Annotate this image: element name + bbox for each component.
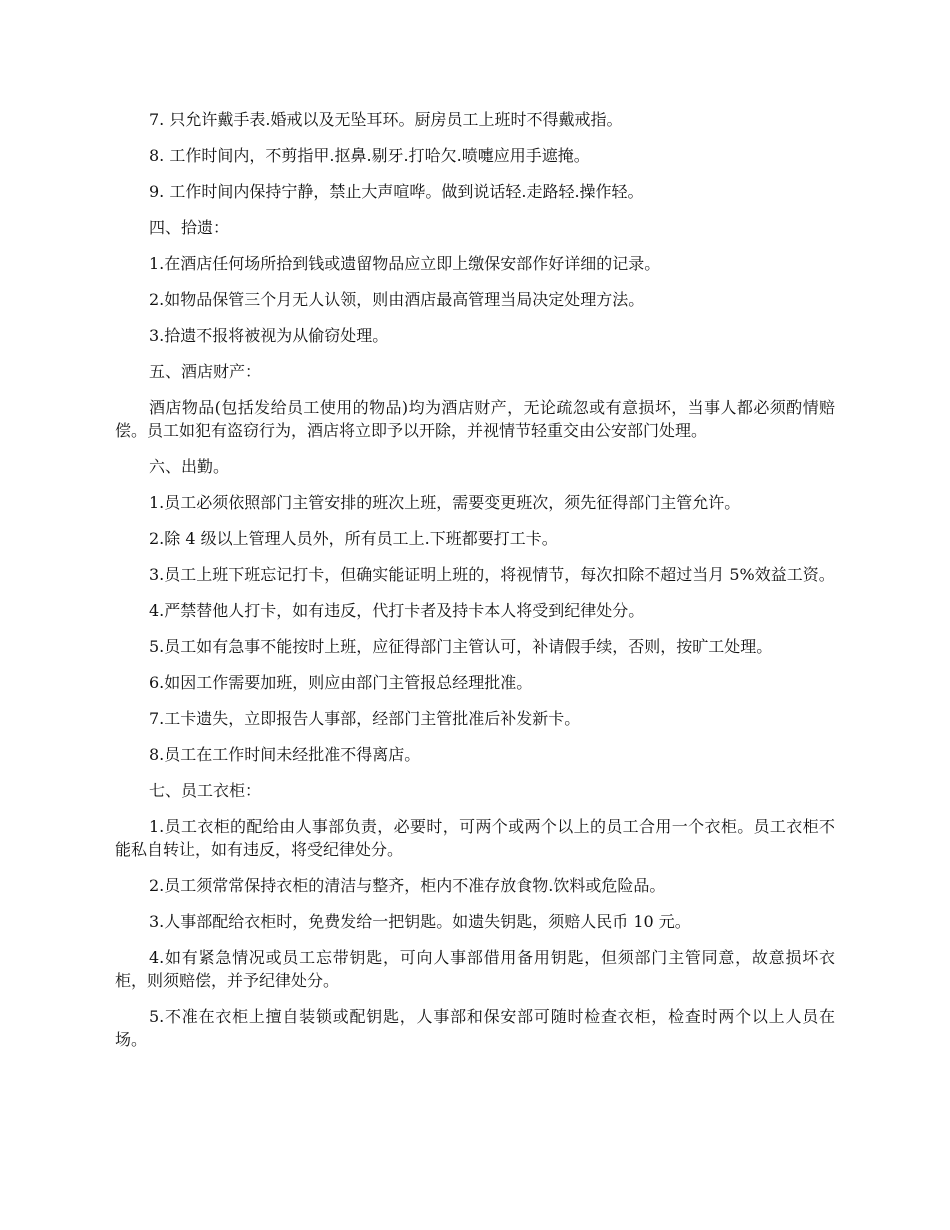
rule-attendance-7: 7.工卡遗失，立即报告人事部，经部门主管批准后补发新卡。 xyxy=(149,709,581,728)
rule-appearance-7: 7. 只允许戴手表.婚戒以及无坠耳环。厨房员工上班时不得戴戒指。 xyxy=(149,110,623,129)
rule-attendance-3: 3.员工上班下班忘记打卡，但确实能证明上班的，将视情节，每次扣除不超过当月 5%效益工资。 xyxy=(149,565,835,584)
rule-lockers-4: 4.如有紧急情况或员工忘带钥匙，可向人事部借用备用钥匙，但须部门主管同意，故意损坏衣柜，则须赔偿，并予纪律处分。 xyxy=(115,948,835,990)
document-page xyxy=(115,108,835,1064)
rule-lockers-1: 1.员工衣柜的配给由人事部负责，必要时，可两个或两个以上的员工合用一个衣柜。员工衣柜不能私自转让，如有违反，将受纪律处分。 xyxy=(115,817,835,859)
section-heading-attendance: 六、出勤。 xyxy=(149,457,230,476)
rule-appearance-9: 9. 工作时间内保持宁静，禁止大声喧哗。做到说话轻.走路轻.操作轻。 xyxy=(149,182,644,201)
rule-hotel-property: 酒店物品(包括发给员工使用的物品)均为酒店财产，无论疏忽或有意损坏，当事人都必须酌情赔偿。员工如犯有盗窃行为，酒店将立即予以开除，并视情节轻重交由公安部门处理。 xyxy=(115,398,835,440)
section-heading-lost-found: 四、拾遗： xyxy=(149,218,230,237)
section-heading-hotel-property: 五、酒店财产： xyxy=(149,362,262,381)
rule-lost-found-3: 3.拾遗不报将被视为从偷窃处理。 xyxy=(149,326,389,345)
rule-attendance-6: 6.如因工作需要加班，则应由部门主管报总经理批准。 xyxy=(149,673,533,692)
rule-attendance-1: 1.员工必须依照部门主管安排的班次上班，需要变更班次，须先征得部门主管允许。 xyxy=(149,493,741,512)
rule-lockers-3: 3.人事部配给衣柜时，免费发给一把钥匙。如遗失钥匙，须赔人民币 10 元。 xyxy=(149,912,691,931)
rule-lockers-2: 2.员工须常常保持衣柜的清洁与整齐，柜内不准存放食物.饮料或危险品。 xyxy=(149,876,666,895)
rule-lost-found-1: 1.在酒店任何场所拾到钱或遗留物品应立即上缴保安部作好详细的记录。 xyxy=(149,254,661,273)
section-heading-lockers: 七、员工衣柜： xyxy=(149,781,262,800)
rule-attendance-8: 8.员工在工作时间未经批准不得离店。 xyxy=(149,745,421,764)
rule-appearance-8: 8. 工作时间内，不剪指甲.抠鼻.剔牙.打哈欠.喷嚏应用手遮掩。 xyxy=(149,146,590,165)
rule-lost-found-2: 2.如物品保管三个月无人认领，则由酒店最高管理当局决定处理方法。 xyxy=(149,290,645,309)
rule-attendance-4: 4.严禁替他人打卡，如有违反，代打卡者及持卡本人将受到纪律处分。 xyxy=(149,601,645,620)
rule-attendance-5: 5.员工如有急事不能按时上班，应征得部门主管认可，补请假手续，否则，按旷工处理。 xyxy=(149,637,773,656)
rule-lockers-5: 5.不准在衣柜上擅自装锁或配钥匙，人事部和保安部可随时检查衣柜，检查时两个以上人员在场。 xyxy=(115,1007,835,1049)
rule-attendance-2: 2.除 4 级以上管理人员外，所有员工上.下班都要打工卡。 xyxy=(149,529,558,548)
